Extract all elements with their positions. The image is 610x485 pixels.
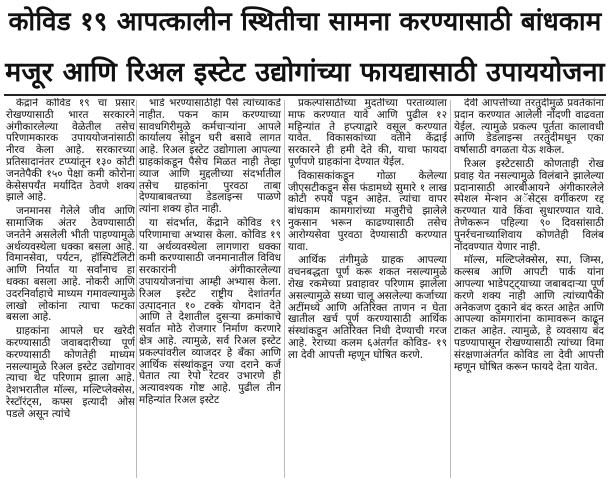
article-column-2	[139, 98, 281, 480]
article-column-3	[288, 98, 447, 480]
column-divider	[284, 100, 285, 478]
paragraph: जनमानस गेलेले जीव आणि सामाजिक अंतर ठेवण्यासाठी जनतेने असलेली भीती पाहण्यामुळे अर्थव्यवस्थेला धक्का बसला आहे. विमानसेवा, पर्यटन, हॉस्पिटॅलिटी आणि निर्यात या सर्वांनाच हा धक्का बसला आहे. नोकरी आणि उदरनिर्वाहाचे माध्यम गमावल्यामुळे लाखो लोकांना त्याचा फटका बसला आहे.	[6, 205, 135, 324]
headline-line-2: मजूर आणि रिअल इस्टेट उद्योगांच्या फायद्यासाठी उपाययोजना	[5, 57, 605, 88]
column-divider	[136, 100, 137, 478]
paragraph: प्रकल्पांसाठीच्या मुदतीच्या परताव्याला माफ करण्यात यावे आणि पुढील १२ महिन्यांत ते हप्त्याद्वारे वसूल करण्यात यावेत. विकासकांच्या वतीने केंद्राई सरकारने ही हमी देते की, याचा फायदा पूर्णपणे ग्राहकांना देण्यात येईल.	[288, 98, 447, 168]
paragraph: रिअल इस्टेटसाठी कोणताही रोख प्रवाह येत नसल्यामुळे विलंबाने झालेल्या प्रदानासाठी आरबीआयने अंगीकारलेले स्पेशल मेन्शन अॅसेट्स वर्गीकरण रद्द करण्यात यावे किंवा सुधारण्यात यावे. तेणेकरून पहिल्या ९० दिवसांसाठी पुनर्रचनाच्याशिवाय कोणतेही विलंब नोंदवण्यात येणार नाही.	[454, 157, 604, 253]
article-column-1	[6, 98, 135, 480]
paragraph: मॉल्स, मल्टिप्लेक्सेस, स्पा, जिम्स, कल्सब आणि आपटी पार्क यांना आपल्या भाडेपट्ट्याच्या जबाबदाऱ्या पूर्ण करणे शक्य नाही आणि त्यांच्यापैकी अनेकजण दुकाने बंद करत आहेत आणि आपल्या कामगारांना कामावरून काढून टाकत आहेत. त्यामुळे, हे व्यवसाय बंद पडण्यापासून रोखण्यासाठी त्यांच्या विमा संरक्षणाअंतर्गत कोविड ला देवी आपत्ती म्हणून घोषित करून फायदे देता यावेत.	[454, 254, 604, 373]
paragraph: आर्थिक तंगीमुळे ग्राहक आपल्या वचनबद्धता पूर्ण करू शकत नसल्यामुळे रोख रकमेच्या प्रवाहावर परिणाम झालेला असल्यामुळे सध्या चालू असलेल्या कर्जाच्या अटींमध्ये आणि अतिरिक्त ताणन न घेता खातील खर्च पूर्ण करण्यासाठी आर्थिक संस्थांकडून अतिरिक्त निधी देण्याची गरज आहे. रेराच्या कलम ६अंतर्गत कोविड- १९ ला देवी आपत्ती म्हणून घोषित करणे.	[288, 254, 447, 361]
paragraph: केंद्राने कोविड १९ चा प्रसार रोखण्यासाठी भारत सरकारने अंगीकारलेल्या वेळेतील तसेच परिणामकारक उपाययोजनांसाठी नीरव केला आहे. सरकारच्या प्रतिसादानंतर टप्प्यांतून १३० कोटी जनतेपैकी १५० पेक्षा कमी कोरोना केसेसपर्यंत मर्यादित ठेवणे शक्य झाले आहे.	[6, 98, 135, 204]
column-divider	[450, 100, 451, 478]
headline-rule	[4, 94, 606, 96]
paragraph: देवी आपत्तीच्या तरतुदीमुळे प्रवर्तकांना प्रदान करण्यात आलेली नोंदणी वाढवता येईल. त्यामुळे प्रकल्प पूर्तता कालावधी आणि डेडलाइन्स तरतुदीमधून एका वर्षासाठी वगळता येऊ शकेल.	[454, 98, 604, 157]
headline-line-1: कोविड १९ आपत्कालीन स्थितीचा सामना करण्यासाठी बांधकाम	[8, 7, 602, 37]
paragraph: ग्राहकांना आपले घर खरेदी करण्यासाठी जवाबदारीच्या पूर्ण करण्यासाठी कोणतेही माध्यम नसल्यामुळे रिअल इस्टेट उद्योगावर त्याचा थेट परिणाम झाला आहे. देशभरातील मॉल्स, मल्टिप्लेक्सेस, रेस्टॉरंट्स, कफ्स इत्यादी ओस पडले असून त्यांचे	[6, 325, 135, 420]
article-column-4	[454, 98, 604, 480]
paragraph: विकासकांकडून गोळा केलेल्या जीएसटीकडून सेस फंडामध्ये सुमारे १ लाख कोटी रुपये पडून आहेत. त्यांचा वापर बांधकाम कामगारांच्या मजुरीचे झालेले नुकसान भरून काढण्यासाठी तसेच आरोग्यसेवा पुरवठा देण्यासाठी करण्यात यावा.	[288, 169, 447, 253]
paragraph: या संदर्भात, केंद्राने कोविड १९ परिणामाचा अभ्यास केला. कोविड १९ या अर्थव्यवस्थेला लागणारा धक्का कमी करण्यासाठी जनमानातील विविध सरकारांनी अंगीकारलेल्या उपाययोजनांचा आम्ही अभ्यास केला. रिअल इस्टेट राष्ट्रीय देशांतर्गत उत्पादनात १० टक्के योगदान देते आणि ते देशातील दुसऱ्या क्रमांकाचे सर्वात मोठे रोजगार निर्माण करणारे क्षेत्र आहे. त्यामुळे, सर्व रिअल इस्टेट प्रकल्पांवरील व्याजदर हे बँका आणि आर्थिक संस्थांकडून ज्या दराने कर्ज घेतात त्या रेपो रेटवर उभारणे ही अत्यावश्यक गोष्ट आहे. पुढील तीन महिन्यांत रिअल इस्टेट	[139, 216, 281, 406]
paragraph: भाडे भरण्यासाठीही पैसे त्यांच्याकडे नाहीत. पकन काम करण्याच्या सावधगिरीमुळे कर्मचार्‍यांना आपले कार्यालय सोडून घरी बसावे लागत आहे. रिअल इस्टेट उद्योगाला आपल्या ग्राहकांकडून पैसेच मिळत नाही तेव्हा व्याज आणि मुद्दलीच्या संदर्भातील तसेच ग्राहकांना पुरवठा ताबा देण्याबाबतच्या डेडलाइन्स पाळणे त्यांना शक्य होत नाही.	[139, 98, 281, 216]
